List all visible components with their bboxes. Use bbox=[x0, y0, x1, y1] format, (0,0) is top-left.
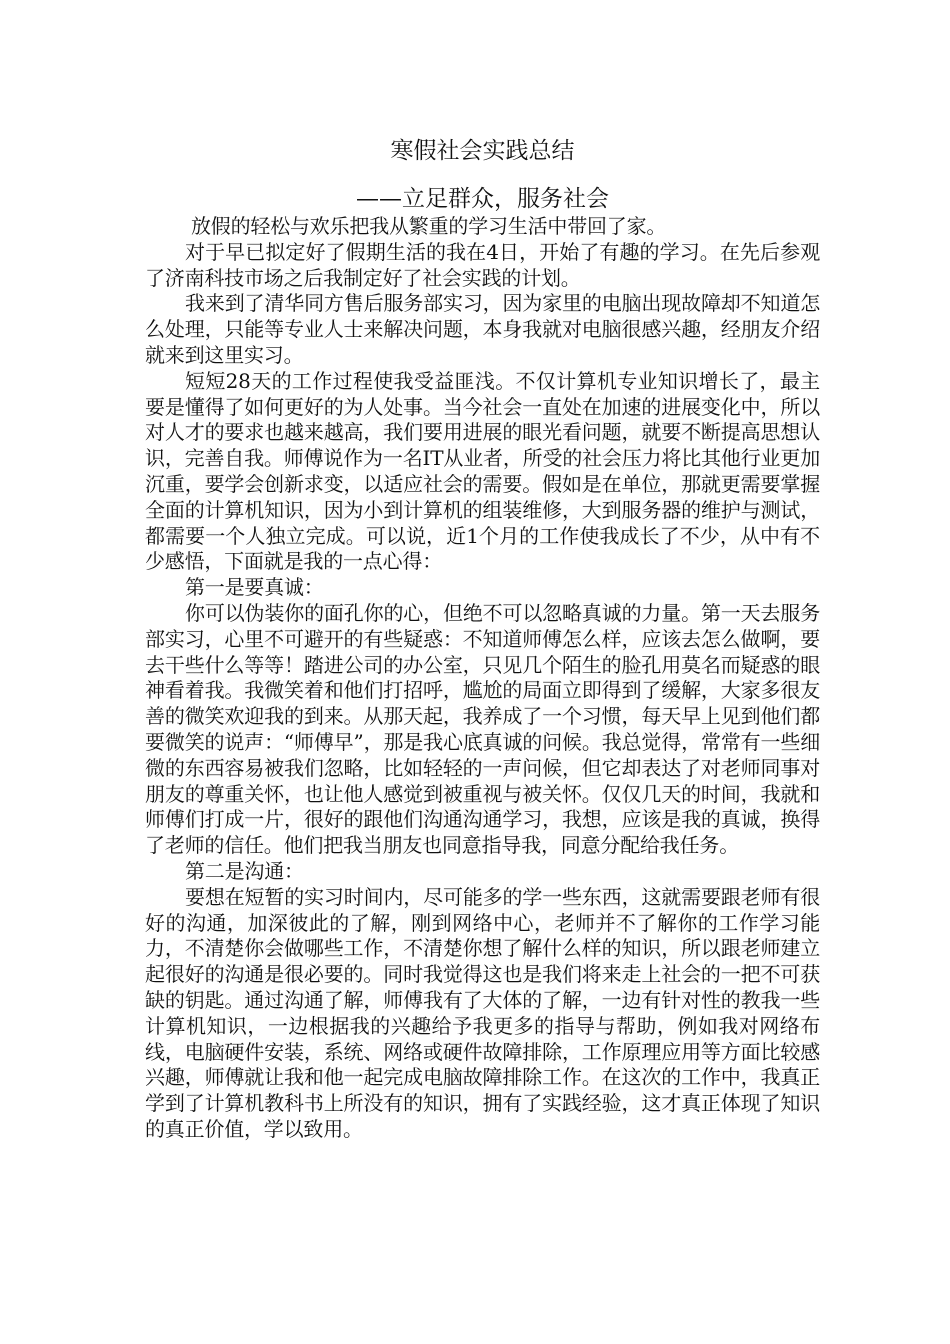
document-body bbox=[145, 214, 820, 1143]
document-page bbox=[145, 136, 820, 1143]
paragraph-internship: 我来到了清华同方售后服务部实习，因为家里的电脑出现故障却不知道怎么处理，只能等专业人士来解决问题，本身我就对电脑很感兴趣，经朋友介绍就来到这里实习。 bbox=[145, 291, 820, 367]
paragraph-intro: 放假的轻松与欢乐把我从繁重的学习生活中带回了家。 bbox=[191, 214, 667, 238]
paragraph-experience: 短短28天的工作过程使我受益匪浅。不仅计算机专业知识增长了，最主要是懂得了如何更好的为人处事。当今社会一直处在加速的进展变化中，所以对人才的要求也越来越高，我们要用进展的眼光看问题，就要不断提高思想认识，完善自我。师傅说作为一名IT从业者，所受的社会压力将比其他行业更加沉重，要学会创新求变，以适应社会的需要。假如是在单位，那就更需要掌握全面的计算机知识，因为小到计算机的组装维修，大到服务器的维护与测试，都需要一个人独立完成。可以说，近1个月的工作使我成长了不少，从中有不少感悟，下面就是我的一点心得： bbox=[145, 368, 820, 574]
paragraph-plan: 对于早已拟定好了假期生活的我在4日，开始了有趣的学习。在先后参观了济南科技市场之后我制定好了社会实践的计划。 bbox=[145, 239, 820, 290]
paragraph-communication: 要想在短暂的实习时间内，尽可能多的学一些东西，这就需要跟老师有很好的沟通，加深彼此的了解，刚到网络中心，老师并不了解你的工作学习能力，不清楚你会做哪些工作，不清楚你想了解什么样的知识，所以跟老师建立起很好的沟通是很必要的。同时我觉得这也是我们将来走上社会的一把不可获缺的钥匙。通过沟通了解，师傅我有了大体的了解，一边有针对性的教我一些计算机知识，一边根据我的兴趣给予我更多的指导与帮助，例如我对网络布线，电脑硬件安装，系统、网络或硬件故障排除，工作原理应用等方面比较感兴趣，师傅就让我和他一起完成电脑故障排除工作。在这次的工作中，我真正学到了计算机教科书上所没有的知识，拥有了实践经验，这才真正体现了知识的真正价值，学以致用。 bbox=[145, 884, 820, 1141]
heading-sincerity: 第一是要真诚： bbox=[185, 575, 324, 600]
heading-communication: 第二是沟通： bbox=[185, 858, 304, 883]
paragraph-sincerity: 你可以伪装你的面孔你的心，但绝不可以忽略真诚的力量。第一天去服务部实习，心里不可避开的有些疑惑：不知道师傅怎么样，应该去怎么做啊，要去干些什么等等！踏进公司的办公室，只见几个陌生的脸孔用莫名而疑惑的眼神看着我。我微笑着和他们打招呼，尴尬的局面立即得到了缓解，大家多很友善的微笑欢迎我的到来。从那天起，我养成了一个习惯，每天早上见到他们都要微笑的说声：“师傅早”，那是我心底真诚的问候。我总觉得，常常有一些细微的东西容易被我们忽略，比如轻轻的一声问候，但它却表达了对老师同事对朋友的尊重关怀，也让他人感觉到被重视与被关怀。仅仅几天的时间，我就和师傅们打成一片，很好的跟他们沟通沟通学习，我想，应该是我的真诚，换得了老师的信任。他们把我当朋友也同意指导我，同意分配给我任务。 bbox=[145, 600, 820, 858]
document-title: 寒假社会实践总结 bbox=[390, 138, 575, 164]
document-subtitle: ——立足群众，服务社会 bbox=[356, 186, 609, 212]
